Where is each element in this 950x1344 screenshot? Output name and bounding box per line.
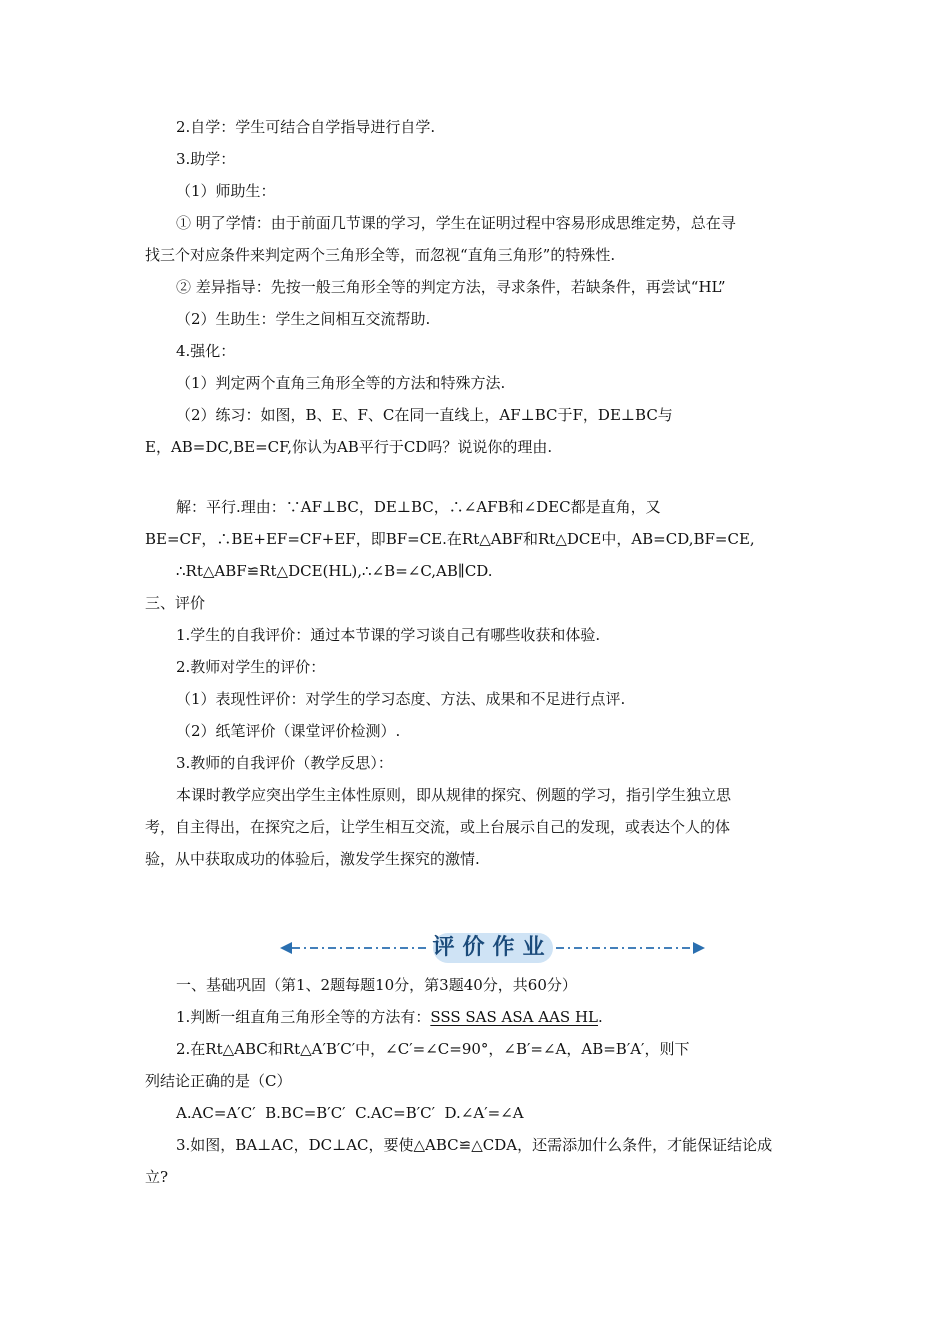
part-one-heading: 一、基础巩固（第1、2题每题10分，第3题40分，共60分）	[176, 976, 577, 994]
question-1-suffix: .	[598, 1008, 603, 1026]
teacher-paragraph-1-line-1: ① 明了学情：由于前面几节课的学习，学生在证明过程中容易形成思维定势，总在寻	[176, 214, 736, 232]
student-help-line: （2）生助生：学生之间相互交流帮助.	[176, 310, 431, 328]
homework-banner	[280, 930, 705, 966]
teacher-paragraph-2: ② 差异指导：先按一般三角形全等的判定方法，寻求条件，若缺条件，再尝试“HL”	[176, 278, 726, 296]
assist-heading: 3.助学：	[176, 150, 236, 168]
evaluation-item-2-1: （1）表现性评价：对学生的学习态度、方法、成果和不足进行点评.	[176, 690, 626, 708]
solution-line-1: 解：平行.理由：∵AF⊥BC，DE⊥BC，∴∠AFB和∠DEC都是直角，又	[176, 498, 661, 516]
evaluation-item-2-2: （2）纸笔评价（课堂评价检测）.	[176, 722, 401, 740]
exercise-line-1: （2）练习：如图，B、E、F、C在同一直线上，AF⊥BC于F，DE⊥BC与	[176, 406, 673, 424]
evaluation-item-3: 3.教师的自我评价（教学反思）：	[176, 754, 393, 772]
evaluation-item-2: 2.教师对学生的评价：	[176, 658, 326, 676]
reinforce-item-1: （1）判定两个直角三角形全等的方法和特殊方法.	[176, 374, 506, 392]
reflection-line-3: 验，从中获取成功的体验后，激发学生探究的激情.	[145, 850, 480, 868]
question-3-line-1: 3.如图，BA⊥AC，DC⊥AC，要使△ABC≌△CDA，还需添加什么条件，才能保证结论成	[176, 1136, 773, 1154]
self-study-line: 2.自学：学生可结合自学指导进行自学.	[176, 118, 436, 136]
solution-line-3: ∴Rt△ABF≌Rt△DCE(HL),∴∠B=∠C,AB∥CD.	[176, 562, 493, 580]
exercise-line-2: E，AB=DC,BE=CF,你认为AB平行于CD吗？说说你的理由.	[145, 438, 553, 456]
solution-line-2: BE=CF，∴BE+EF=CF+EF，即BF=CE.在Rt△ABF和Rt△DCE中，AB=CD,BF=CE,	[145, 530, 755, 548]
question-2-line-1: 2.在Rt△ABC和Rt△A′B′C′中，∠C′=∠C=90°，∠B′=∠A，AB=B′A′，则下	[176, 1040, 690, 1058]
banner-title: 评价作业	[432, 935, 553, 960]
evaluation-item-1: 1.学生的自我评价：通过本节课的学习谈自己有哪些收获和体验.	[176, 626, 601, 644]
question-2-line-2: 列结论正确的是（C）	[145, 1072, 292, 1090]
question-1-prefix: 1.判断一组直角三角形全等的方法有：	[176, 1008, 431, 1026]
teacher-paragraph-1-line-2: 找三个对应条件来判定两个三角形全等，而忽视“直角三角形”的特殊性.	[145, 246, 616, 264]
teacher-heading: （1）师助生：	[176, 182, 276, 200]
reflection-line-1: 本课时教学应突出学生主体性原则，即从规律的探究、例题的学习，指引学生独立思	[176, 786, 732, 804]
question-1-answer: SSS SAS ASA AAS HL	[430, 1008, 599, 1026]
question-3-line-2: 立?	[145, 1168, 169, 1186]
question-1	[176, 1006, 816, 1028]
reflection-line-2: 考，自主得出，在探究之后，让学生相互交流，或上台展示自己的发现，或表达个人的体	[145, 818, 731, 836]
reinforce-heading: 4.强化：	[176, 342, 236, 360]
section-three-heading: 三、评价	[145, 594, 206, 612]
question-2-options: A.AC=A′C′ B.BC=B′C′ C.AC=B′C′ D.∠A′=∠A	[176, 1104, 524, 1122]
